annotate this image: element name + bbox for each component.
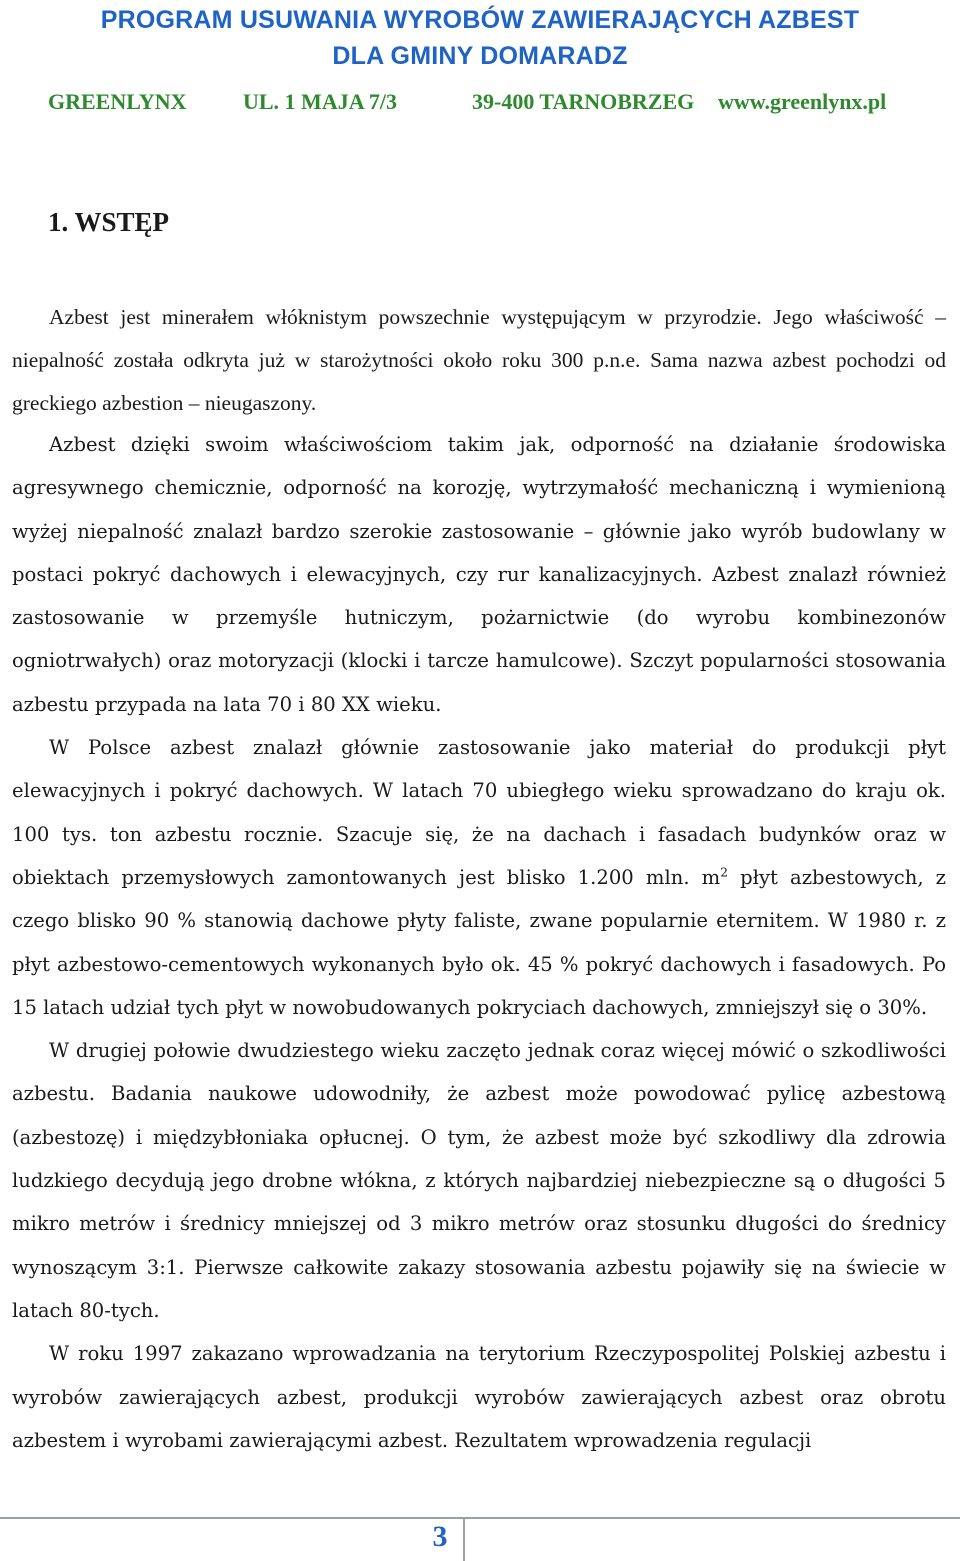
contact-line <box>0 89 960 123</box>
footer-vertical-divider <box>463 1519 465 1561</box>
city-address: 39-400 TARNOBRZEG <box>472 89 695 114</box>
superscript-2: 2 <box>720 865 728 880</box>
section-heading: 1. WSTĘP <box>48 207 170 237</box>
title-line-2: DLA GMINY DOMARADZ <box>332 42 628 70</box>
body-text <box>12 423 946 1462</box>
paragraph-4: W roku 1997 zakazano wprowadzania na terytorium Rzeczypospolitej Polskiej azbestu i wyrobów zawierających azbest, produkcji wyrobów zawierających azbest oraz obrotu azbestem i wyrobami zawierającymi azbest. Rezultatem wprowadzenia regulacji <box>12 1342 946 1452</box>
paragraph-1: Azbest dzięki swoim właściwościom takim jak, odporność na działanie środowiska agresywnego chemicznie, odporność na korozję, wytrzymałość mechaniczną i wymienioną wyżej niepalność znalazł bardzo szerokie zastosowanie – głównie jako wyrób budowlany w postaci pokryć dachowych i elewacyjnych, czy rur kanalizacyjnych. Azbest znalazł również zastosowanie w przemyśle hutniczym, pożarnictwie (do wyrobu kombinezonów ogniotrwałych) oraz motoryzacji (klocki i tarcze hamulcowe). Szczyt popularności stosowania azbestu przypada na lata 70 i 80 XX wieku. <box>12 433 946 716</box>
intro-block <box>12 296 946 425</box>
document-title <box>0 0 960 74</box>
title-line-1: PROGRAM USUWANIA WYROBÓW ZAWIERAJĄCYCH AZBEST <box>100 6 860 34</box>
page-header <box>0 0 960 74</box>
intro-paragraph: Azbest jest minerałem włóknistym powszechnie występującym w przyrodzie. Jego właściwość – niepalność została odkryta już w starożytności około roku 300 p.n.e. Sama nazwa azbest pochodzi od greckiego azbestion – nieugaszony. <box>12 305 946 415</box>
paragraph-2 <box>12 726 946 1029</box>
paragraph-2-part-2: płyt azbestowych, z czego blisko 90 % stanowią dachowe płyty faliste, zwane popularnie eternitem. W 1980 r. z płyt azbestowo-cementowych wykonanych było ok. 45 % pokryć dachowych i fasadowych. Po 15 latach udział tych płyt w nowobudowanych pokryciach dachowych, zmniejszył się o 30%. <box>12 865 946 1019</box>
page-number: 3 <box>432 1520 448 1553</box>
paragraph-3: W drugiej połowie dwudziestego wieku zaczęto jednak coraz więcej mówić o szkodliwości azbestu. Badania naukowe udowodniły, że azbest może powodować pylicę azbestową (azbestozę) i międzybłoniaka opłucnej. O tym, że azbest może być szkodliwy dla zdrowia ludzkiego decydują jego drobne włókna, z których najbardziej niebezpieczne są o długości 5 mikro metrów i średnicy mniejszej od 3 mikro metrów oraz stosunku długości do średnicy wynoszącym 3:1. Pierwsze całkowite zakazy stosowania azbestu pojawiły się na świecie w latach 80-tych. <box>12 1039 946 1322</box>
company-name: GREENLYNX <box>48 89 187 114</box>
website-link[interactable]: www.greenlynx.pl <box>718 89 887 114</box>
street-address: UL. 1 MAJA 7/3 <box>243 89 397 114</box>
footer-divider <box>0 1517 960 1519</box>
paragraph-2-part-1: W Polsce azbest znalazł głównie zastosowanie jako materiał do produkcji płyt elewacyjnych i pokryć dachowych. W latach 70 ubiegłego wieku sprowadzano do kraju ok. 100 tys. ton azbestu rocznie. Szacuje się, że na dachach i fasadach budynków oraz w obiektach przemysłowych zamontowanych jest blisko 1.200 mln. m <box>12 736 946 889</box>
